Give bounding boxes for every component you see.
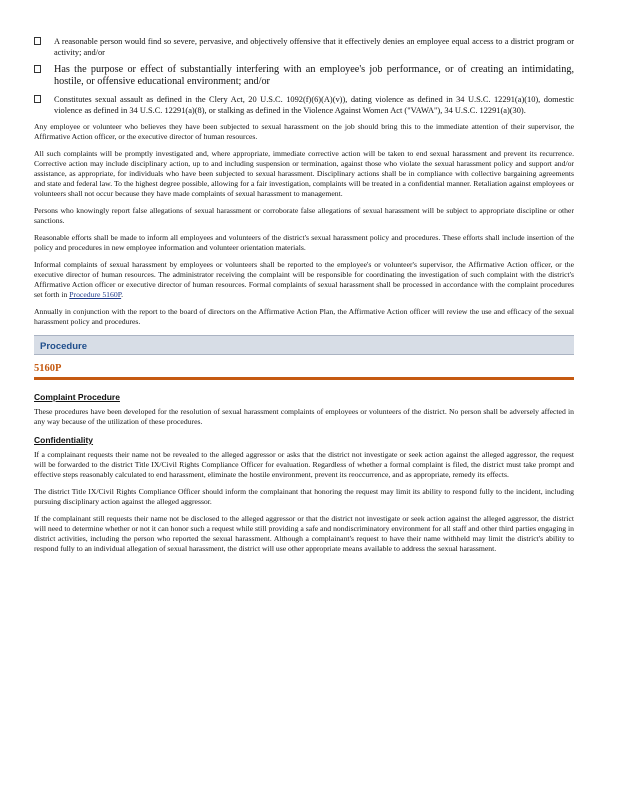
bullet-text: A reasonable person would find so severe, pervasive, and objectively offensive that it effectively denies an employee equal access to a district program or activity; and/or xyxy=(54,37,574,57)
complaint-text: Informal complaints of sexual harassment by employees or volunteers shall be reported to the employee's or volunteer's supervisor, the Affirmative Action officer, or the executive director of human resources. The administrator receiving the complaint will be responsible for coordinating the investigation of such complaint with the district's Affirmative Action officer or executive director of human resources. Formal complaints of sexual harassment shall be processed in accordance with the complaint procedures set forth in xyxy=(34,260,574,299)
bullet-item xyxy=(34,64,574,88)
bullet-text: Constitutes sexual assault as defined in the Clery Act, 20 U.S.C. 1092(f)(6)(A)(v)), dating violence as defined in 34 U.S.C. 12291(a)(10), domestic violence as defined in 34 U.S.C. 12291(a)(8), or stalking as defined in the Violence Against Women Act ("VAWA"), 34 U.S.C. 12291(a)(30). xyxy=(54,95,574,115)
policy-paragraph: Reasonable efforts shall be made to inform all employees and volunteers of the district's sexual harassment policy and procedures. These efforts shall include insertion of the policy and procedures in new employee information and volunteer orientation materials. xyxy=(34,233,574,252)
policy-paragraph: Any employee or volunteer who believes they have been subjected to sexual harassment on the job should bring this to the immediate attention of their supervisor, the Affirmative Action officer, or the executive director of human resources. xyxy=(34,122,574,141)
policy-paragraph: All such complaints will be promptly investigated and, where appropriate, immediate corrective action will be taken to end sexual harassment and prevent its recurrence. Corrective action may include disciplinary action, up to and including suspension or termination, against those who violate the sexual harassment policy and support and/or assistance, as appropriate, for individuals who have been subjected to sexual harassment. Disciplinary actions shall be in compliance with collective bargaining agreements and state and federal law. To the highest degree possible, allowing for a fair investigation, complaints will be treated in a confidential manner. Retaliation against employees or volunteers shall not occur because they have made complaints of sexual harassment to management. xyxy=(34,149,574,198)
procedure-code: 5160P xyxy=(34,363,62,374)
procedure-banner xyxy=(34,335,574,355)
complaint-end: . xyxy=(121,290,124,299)
bullet-item xyxy=(34,36,574,58)
policy-paragraph: Persons who knowingly report false allegations of sexual harassment or corroborate false allegations of sexual harassment will be subject to appropriate discipline or other sanctions. xyxy=(34,206,574,225)
section-heading: Complaint Procedure xyxy=(34,392,120,402)
annual-review-paragraph: Annually in conjunction with the report to the board of directors on the Affirmative Action Plan, the Affirmative Action officer will review the use and efficacy of the sexual harassment policy and procedures. xyxy=(34,307,574,326)
complaint-paragraph xyxy=(34,260,574,300)
section-paragraph: These procedures have been developed for the resolution of sexual harassment complaints of employees or volunteers of the district. No person shall be adversely affected in any way because of the utilization of these procedures. xyxy=(34,407,574,426)
checkbox-bullet-icon xyxy=(34,65,41,73)
section-heading: Confidentiality xyxy=(34,435,94,445)
section-paragraph: If the complainant still requests their name not be disclosed to the alleged aggressor or that the district not investigate or seek action against the alleged aggressor, the district will need to determine whether or not it can honor such a request while still providing a safe and nondiscriminatory environment for all staff and other third parties engaging in district activities, including the person who reported the sexual harassment. Although a complainant's request to have their name withheld may limit the district's ability to respond fully to an individual allegation of sexual harassment, the district will use other appropriate means available to address the sexual harassment. xyxy=(34,514,574,553)
section-paragraph: If a complainant requests their name not be revealed to the alleged aggressor or asks that the district not investigate or seek action against the alleged aggressor, the request will be forwarded to the district Title IX/Civil Rights Compliance Officer for evaluation. Regardless of whether a formal complaint is filed, the district must take prompt and effective steps reasonably calculated to end harassment, eliminate the hostile environment, prevent its reoccurrence, and as appropriate, remedy its effects. xyxy=(34,450,574,479)
procedure-title: Procedure xyxy=(40,341,87,352)
divider xyxy=(34,377,574,380)
document-page xyxy=(34,36,574,561)
checkbox-bullet-icon xyxy=(34,95,41,103)
bullet-item xyxy=(34,94,574,116)
checkbox-bullet-icon xyxy=(34,37,41,45)
section-paragraph: The district Title IX/Civil Rights Compliance Officer should inform the complainant that honoring the request may limit its ability to respond fully to the incident, including pursuing disciplinary action against the alleged aggressor. xyxy=(34,487,574,506)
bullet-text: Has the purpose or effect of substantially interfering with an employee's job performance, or of creating an intimidating, hostile, or offensive educational environment; and/or xyxy=(54,64,574,87)
procedure-link[interactable]: Procedure 5160P xyxy=(69,290,122,299)
bullet-list xyxy=(34,36,574,116)
